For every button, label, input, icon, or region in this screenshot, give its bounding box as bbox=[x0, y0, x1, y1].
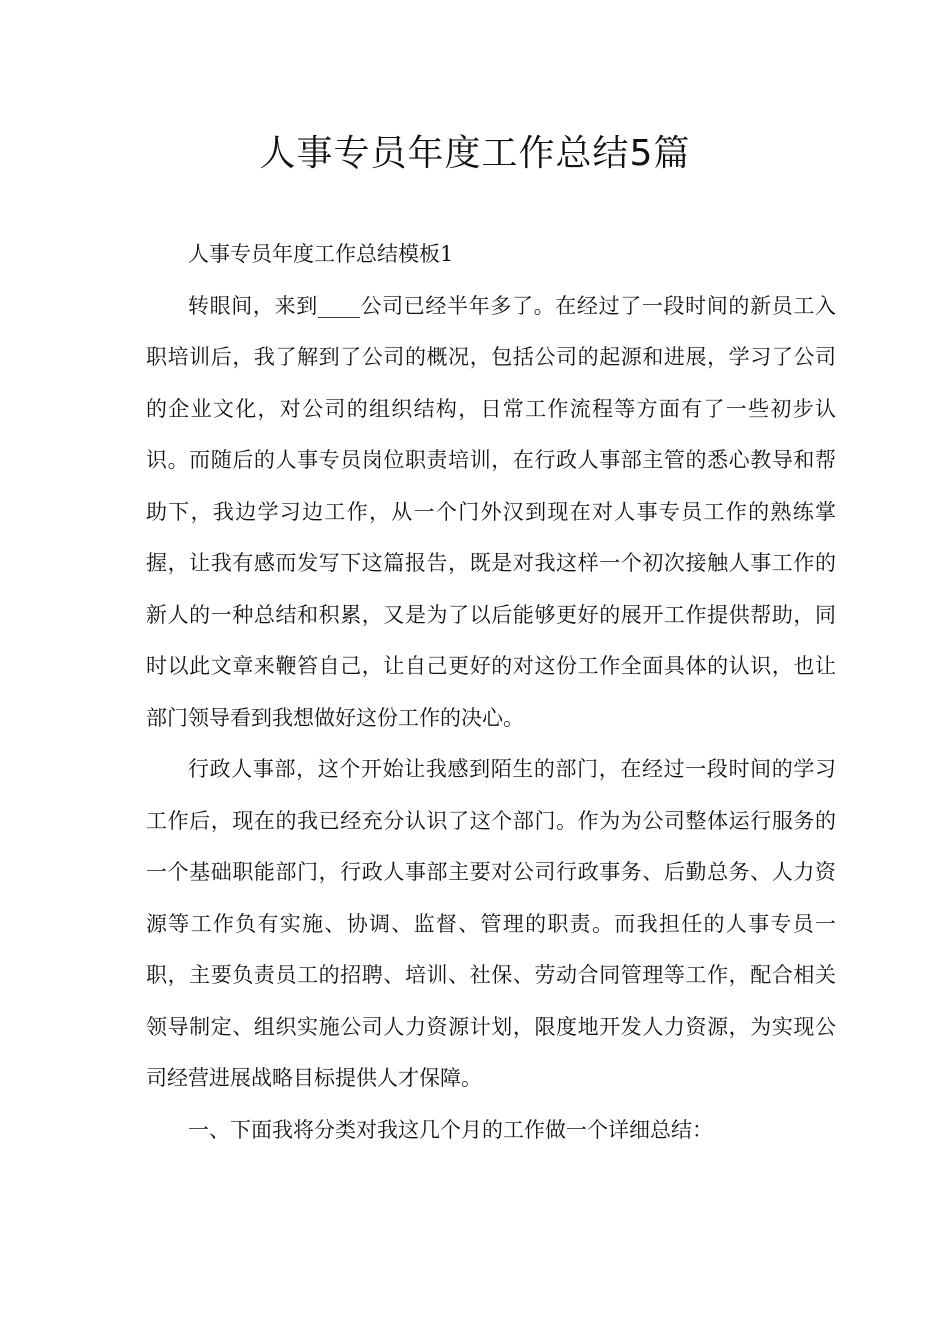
section-heading: 人事专员年度工作总结模板1 bbox=[188, 242, 454, 266]
body-paragraph: 行政人事部，这个开始让我感到陌生的部门，在经过一段时间的学习工作后，现在的我已经充分认识了这个部门。作为为公司整体运行服务的一个基础职能部门，行政人事部主要对公司行政事务、后勤总务、人力资源等工作负有实施、协调、监督、管理的职责。而我担任的人事专员一职，主要负责员工的招聘、培训、社保、劳动合同管理等工作，配合相关领导制定、组织实施公司人力资源计划，限度地开发人力资源，为实现公司经营进展战略目标提供人才保障。 bbox=[146, 757, 836, 1090]
body-paragraph: 转眼间，来到____公司已经半年多了。在经过了一段时间的新员工入职培训后，我了解到了公司的概况，包括公司的起源和进展，学习了公司的企业文化，对公司的组织结构，日常工作流程等方面有了一些初步认识。而随后的人事专员岗位职责培训，在行政人事部主管的悉心教导和帮助下，我边学习边工作，从一个门外汉到现在对人事专员工作的熟练掌握，让我有感而发写下这篇报告，既是对我这样一个初次接触人事工作的新人的一种总结和积累，又是为了以后能够更好的展开工作提供帮助，同时以此文章来鞭笞自己，让自己更好的对这份工作全面具体的认识，也让部门领导看到我想做好这份工作的决心。 bbox=[146, 293, 836, 730]
list-heading: 一、下面我将分类对我这几个月的工作做一个详细总结： bbox=[188, 1117, 713, 1142]
document-body bbox=[146, 229, 836, 1156]
document-title: 人事专员年度工作总结5篇 bbox=[259, 133, 691, 174]
